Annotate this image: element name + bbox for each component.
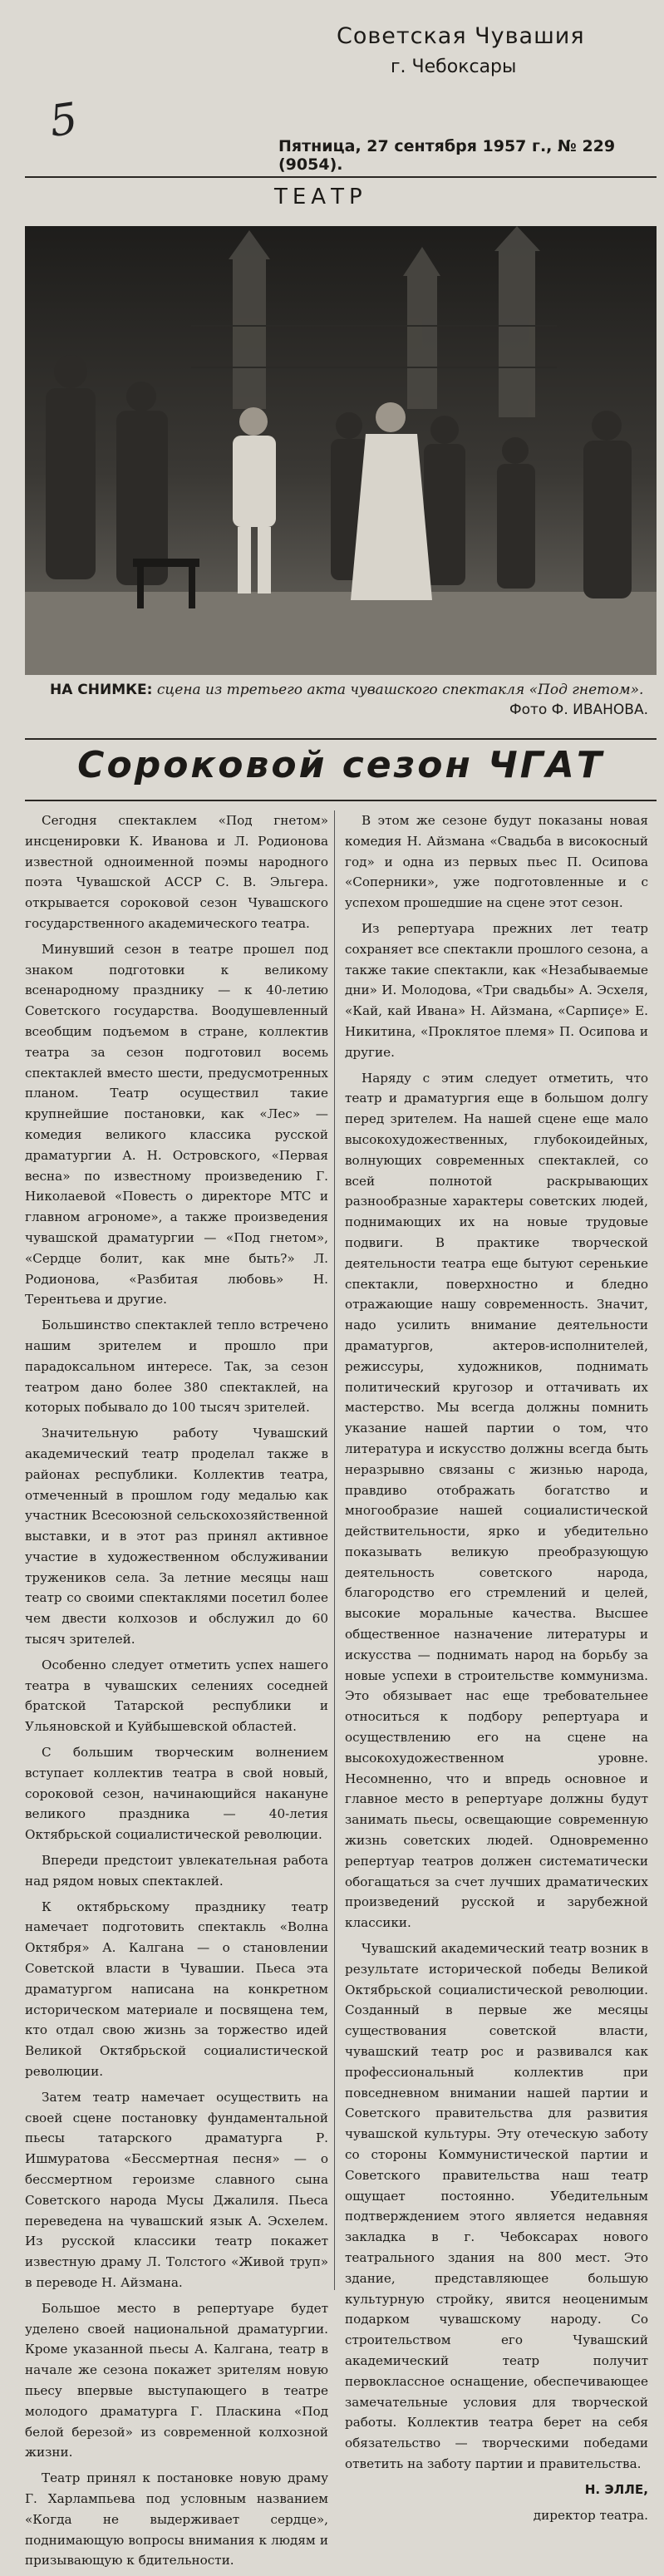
paragraph: Минувший сезон в театре прошел под знаком подготовки к великому всенародному празднику — к 40-летию Советского государства. Воодушевленный всеобщим подъемом в стране, коллектив театра за сезон подготовил восемь спектаклей вместо шести, предусмотренных планом. Театр осуществил такие крупнейшие постановки, как «Лес» — комедия великого классика русской драматургии А. Н. Островского, «Первая весна» по известному произведению Г. Николаевой «Повесть о директоре МТС и главном агрономе», а также произведения чувашской драматургии — «Под гнетом», «Сердце болит, как мне быть?» Л. Родионова, «Разбитая любовь» Н. Терентьева и другие.: [25, 941, 328, 1308]
publication-city: г. Чебоксары: [391, 57, 517, 77]
paragraph: Особенно следует отметить успех нашего театра в чувашских селениях соседней братской Татарской республики и Ульяновской и Куйбышевской областей.: [25, 1657, 328, 1735]
caption-text: сцена из третьего акта чувашского спектакля «Под гнетом».: [156, 682, 644, 698]
article-column-left: [25, 810, 328, 2576]
column-divider: [334, 810, 335, 2290]
paragraph: Большое место в репертуаре будет уделено своей национальной драматургии. Кроме указанной пьесы А. Калгана, театр в начале же сезона покажет зрителям новую пьесу впервые выступающего в театре молодого драматурга Г. Пласкина «Под белой березой» из современной колхозной жизни.: [25, 2300, 328, 2460]
paragraph: Затем театр намечает осуществить на своей сцене постановку фундаментальной пьесы татарского драматурга Р. Ишмуратова «Бессмертная песня» — о бессмертном героизме славного сына Советского народа Мусы Джалиля. Пьеса переведена на чувашский язык А. Эсхелем. Из русской классики театр покажет известную драму Л. Толстого «Живой труп» в переводе Н. Айзмана.: [25, 2089, 328, 2290]
headline-top-rule: [25, 738, 657, 740]
photo-caption: [50, 680, 648, 720]
paragraph: Наряду с этим следует отметить, что театр и драматургия еще в большом долгу перед зрителем. На нашей сцене еще мало высокохудожественных, глубокоидейных, волнующих современных спектаклей, со всей полнотой раскрывающих разнообразные характеры советских людей, поднимающих их на новые трудовые подвиги. В практике творческой деятельности театра еще бытуют серенькие спектакли, поверхностно и бледно отражающие нашу современность. Значит, надо усилить внимание деятельности драматургов, актеров-исполнителей, режиссуры, художников, поднимать политический кругозор и оттачивать их мастерство. Мы всегда должны помнить указание нашей партии о том, что литература и искусство должны всегда быть неразрывно связаны с жизнью народа, правдиво отображать богатство и многообразие нашей социалистической действительности, ярко и убедительно показывать великую преобразующую деятельность советского народа, благородство его стремлений и целей, высокие моральные качества. Высшее общественное назначение литературы и искусства — поднимать народ на борьбу за новые успехи в строительстве коммунизма. Это обязывает нас еще требовательнее относиться к подбору репертуара и осуществлению его на сцене на высокохудожественном уровне. Несомненно, что и впредь основное и главное место в репертуаре должны будут занимать пьесы, освещающие современную жизнь советских людей. Одновременно репертуар театров должен систематически обогащаться за счет лучших драматических произведений русской и зарубежной классики.: [345, 1070, 648, 1931]
issue-dateline: Пятница, 27 сентября 1957 г., № 229 (9054).: [278, 137, 616, 174]
paragraph: Чувашский академический театр возник в результате исторической победы Великой Октябрьской социалистической революции. Созданный в первые же месяцы существования советской власти, чувашский театр рос и развивался как профессиональный коллектив при повседневном внимании нашей партии и Советского правительства для развития чувашской культуры. Эту отеческую заботу со стороны Коммунистической партии и Советского правительства наш театр ощущает постоянно. Убедительным подтверждением этого является недавняя закладка в г. Чебоксарах нового театрального здания на 800 мест. Это здание, представляющее большую культурную стройку, явится неоценимым подарком чувашскому народу. Со строительством его Чувашский академический театр получит первоклассное оснащение, обеспечивающее замечательные условия для творческой работы. Коллектив театра берет на себя обязательство — творческими победами ответить на заботу партии и правительства.: [345, 1941, 648, 2471]
headline-bottom-rule: [25, 800, 657, 801]
publication-name: Советская Чувашия: [337, 23, 585, 49]
section-rubric: ТЕАТР: [274, 185, 367, 209]
paragraph: Театр принял к постановке новую драму Г. Харлампьева под условным названием «Когда не выдерживает сердце», поднимающую вопросы внимания к людям и призывающую к бдительности.: [25, 2470, 328, 2569]
paragraph: В этом же сезоне будут показаны новая комедия Н. Айзмана «Свадьба в високосный год» и одна из первых пьес П. Осипова «Соперники», уже подготовленные и с успехом прошедшие на сцене этот сезон.: [345, 813, 648, 911]
paragraph: Впереди предстоит увлекательная работа над рядом новых спектаклей.: [25, 1853, 328, 1889]
photo-credit: Фото Ф. ИВАНОВА.: [509, 702, 648, 718]
paragraph: Большинство спектаклей тепло встречено нашим зрителем и прошло при парадоксальном интересе. Так, за сезон театром дано более 380 спектаклей, на которых побывало до 100 тысяч зрителей.: [25, 1318, 328, 1416]
paragraph: С большим творческим волнением вступает коллектив театра в свой новый, сороковой сезон, начинающийся накануне великого праздника — 40-летия Октябрьской социалистической революции.: [25, 1745, 328, 1843]
paragraph: К октябрьскому празднику театр намечает подготовить спектакль «Волна Октября» А. Калгана — о становлении Советской власти в Чувашии. Пьеса эта драматургом написана на конкретном историческом материале и посвящена тем, кто отдал свою жизнь за торжество идей Великой Октябрьской социалистической революции.: [25, 1899, 328, 2080]
paragraph: Значительную работу Чувашский академический театр проделал также в районах республики. Коллектив театра, отмеченный в прошлом году медалью как участник Всесоюзной сельскохозяйственной выставки, и в этот раз принял активное участие в художественном обслуживании тружеников села. За летние месяцы наш театр со своими спектаклями посетил более чем двести колхозов и обслужил до 60 тысяч зрителей.: [25, 1426, 328, 1648]
author-signature: Н. ЭЛЛЕ,: [584, 2481, 648, 2497]
article-headline: Сороковой сезон ЧГАТ: [77, 744, 604, 786]
paragraph: Из репертуара прежних лет театр сохраняет все спектакли прошлого сезона, а также такие спектакли, как «Незабываемые дни» И. Молодова, «Три свадьбы» А. Эсхеля, «Кай, кай Ивана» Н. Айзмана, «Сарпиҫе» Е. Никитина, «Проклятое племя» П. Осипова и другие.: [345, 920, 648, 1060]
top-rule: [25, 176, 657, 178]
paragraph: Сегодня спектаклем «Под гнетом» инсценировки К. Иванова и Л. Родионова известной одноименной поэмы народного поэта Чувашской АССР С. В. Эльгера. открывается сороковой сезон Чувашского государственного академического театра.: [25, 813, 328, 931]
stage-photo: [25, 226, 657, 675]
handwritten-page-mark: 5: [46, 93, 81, 148]
caption-lead: НА СНИМКЕ:: [50, 682, 153, 698]
author-role: директор театра.: [533, 2507, 648, 2523]
article-column-right: [345, 810, 648, 2530]
